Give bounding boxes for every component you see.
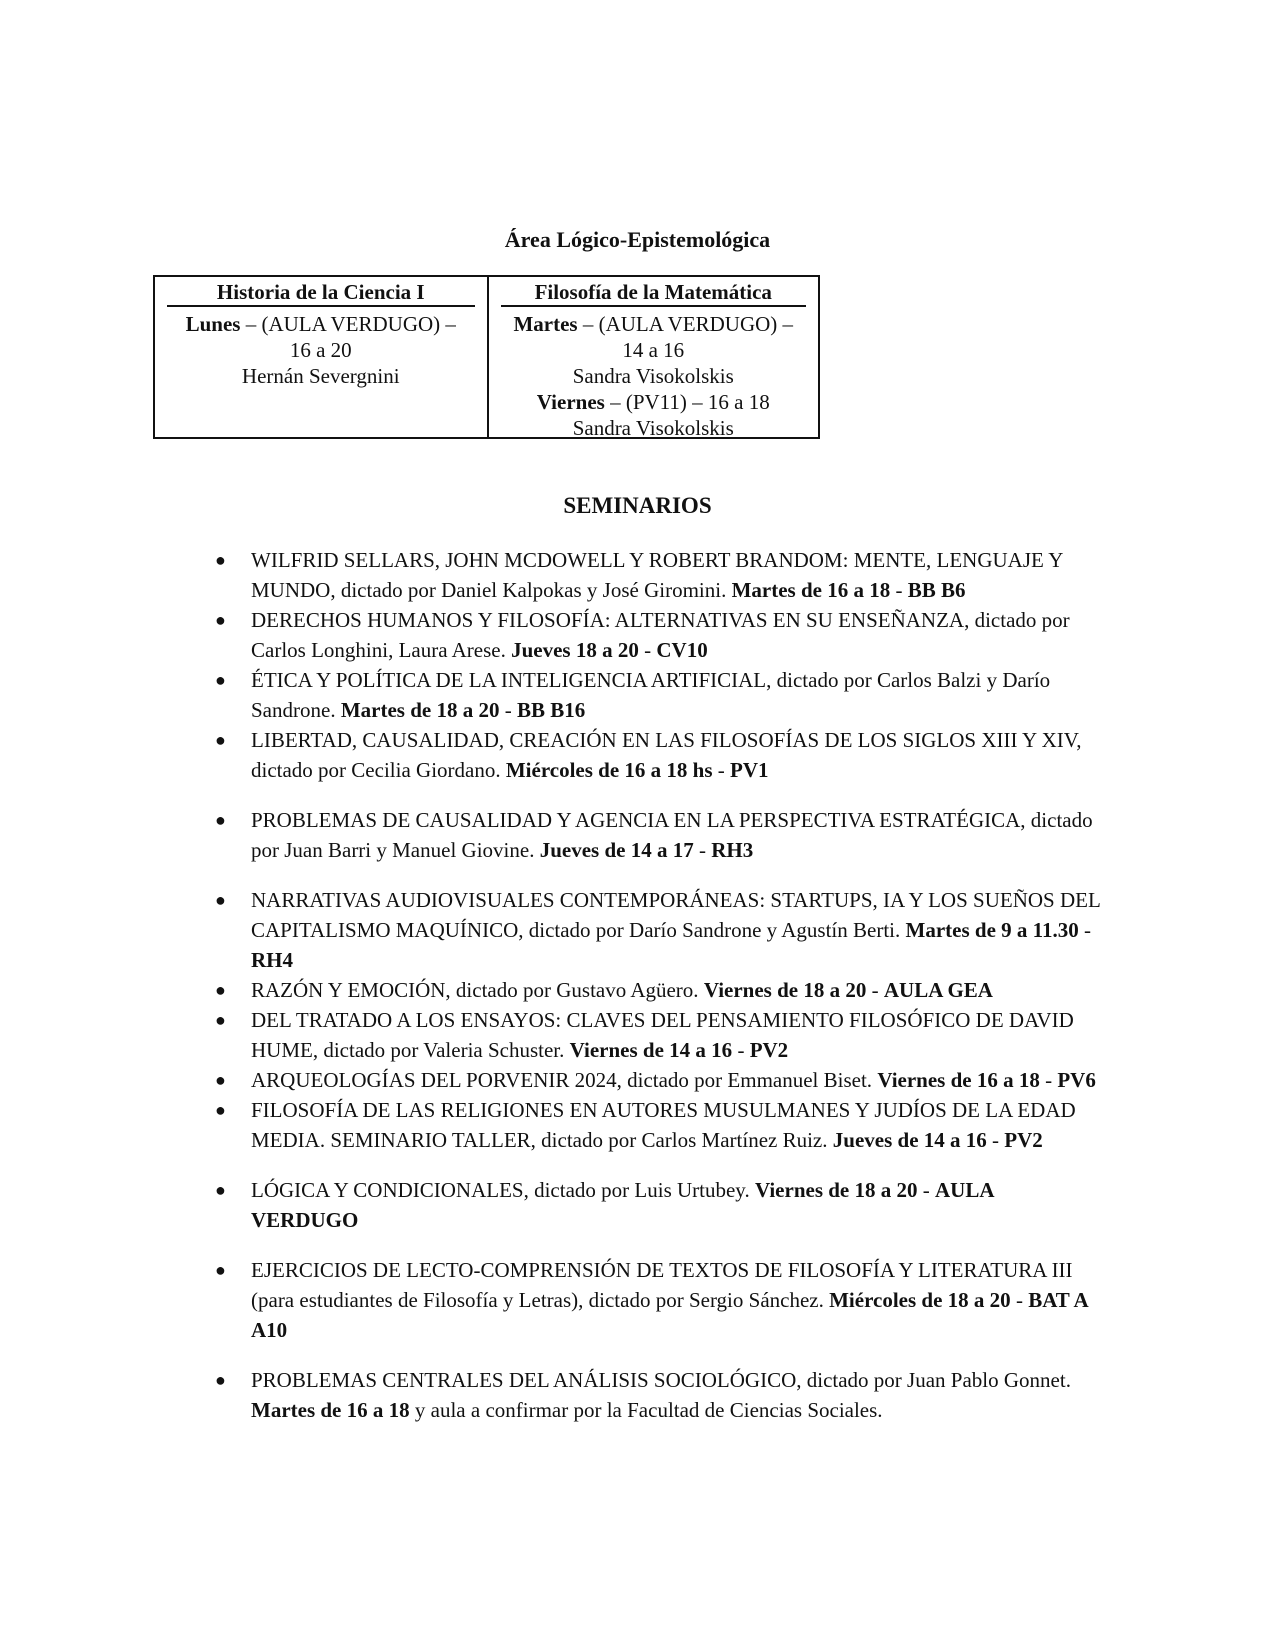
seminar-description: LÓGICA Y CONDICIONALES, dictado por Luis Urtubey.	[251, 1178, 755, 1202]
seminar-room: RH4	[251, 948, 293, 972]
seminar-room: BAT A A10	[251, 1288, 1088, 1342]
seminar-room: RH3	[711, 838, 754, 862]
seminar-room: PV2	[1004, 1128, 1043, 1152]
course-schedule-line	[165, 311, 477, 337]
course-detail: 16 a 20	[289, 338, 352, 362]
seminar-description: FILOSOFÍA DE LAS RELIGIONES EN AUTORES MUSULMANES Y JUDÍOS DE LA EDAD MEDIA. SEMINARIO TALLER, dictado por Carlos Martínez Ruiz.	[251, 1098, 1076, 1152]
seminar-separator: -	[866, 978, 884, 1002]
bullet-icon: ●	[215, 670, 226, 690]
seminar-schedule: Martes de 16 a 18	[731, 578, 891, 602]
seminar-schedule: Martes de 16 a 18	[251, 1398, 410, 1422]
course-schedule-line	[165, 363, 477, 389]
seminar-room: BB B16	[516, 698, 586, 722]
bullet-icon: ●	[215, 1370, 226, 1390]
bullet-icon: ●	[215, 890, 226, 910]
seminar-room: PV2	[749, 1038, 789, 1062]
course-schedule-line	[499, 415, 809, 441]
seminar-item	[215, 1005, 1105, 1065]
bullet-icon: ●	[215, 1180, 226, 1200]
seminar-schedule: Viernes de 16 a 18	[877, 1068, 1040, 1092]
seminar-room: AULA GEA	[883, 978, 993, 1002]
course-detail: – (AULA VERDUGO) –	[577, 312, 794, 336]
seminar-description: WILFRID SELLARS, JOHN MCDOWELL Y ROBERT BRANDOM: MENTE, LENGUAJE Y MUNDO, dictado por Daniel Kalpokas y José Giromini.	[251, 548, 1063, 602]
seminar-item	[215, 605, 1105, 665]
course-day: Viernes	[536, 390, 605, 414]
seminar-description: RAZÓN Y EMOCIÓN, dictado por Gustavo Agüero.	[251, 978, 704, 1002]
bullet-icon: ●	[215, 730, 226, 750]
seminar-description: PROBLEMAS DE CAUSALIDAD Y AGENCIA EN LA PERSPECTIVA ESTRATÉGICA, dictado por Juan Barri y Manuel Giovine.	[251, 808, 1093, 862]
course-title: Filosofía de la Matemática	[501, 279, 807, 307]
seminar-separator: -	[1078, 918, 1091, 942]
seminar-separator: -	[917, 1178, 935, 1202]
seminar-room: PV1	[730, 758, 769, 782]
seminar-description: DEL TRATADO A LOS ENSAYOS: CLAVES DEL PENSAMIENTO FILOSÓFICO DE DAVID HUME, dictado por Valeria Schuster.	[251, 1008, 1074, 1062]
seminar-schedule: Martes de 18 a 20	[340, 698, 500, 722]
seminar-schedule: Jueves de 14 a 17	[539, 838, 694, 862]
bullet-icon: ●	[215, 810, 226, 830]
bullet-icon: ●	[215, 610, 226, 630]
seminar-item	[215, 665, 1105, 725]
bullet-icon: ●	[215, 1070, 226, 1090]
course-title: Historia de la Ciencia I	[167, 279, 475, 307]
seminar-schedule: Martes de 9 a 11.30	[905, 918, 1079, 942]
seminar-list	[215, 545, 1105, 1425]
bullet-icon: ●	[215, 1010, 226, 1030]
seminar-schedule: Miércoles de 18 a 20	[829, 1288, 1011, 1312]
course-schedule	[499, 311, 809, 441]
seminar-separator: -	[732, 1038, 750, 1062]
seminar-room: CV10	[656, 638, 708, 662]
seminar-item	[215, 805, 1105, 865]
seminar-item	[215, 1065, 1105, 1095]
seminar-separator: -	[638, 638, 657, 662]
seminar-description: DERECHOS HUMANOS Y FILOSOFÍA: ALTERNATIVAS EN SU ENSEÑANZA, dictado por Carlos Longhini, Laura Arese.	[251, 608, 1070, 662]
bullet-icon: ●	[215, 980, 226, 1000]
course-column	[487, 277, 819, 440]
bullet-icon: ●	[215, 550, 226, 570]
seminar-description: LIBERTAD, CAUSALIDAD, CREACIÓN EN LAS FILOSOFÍAS DE LOS SIGLOS XIII Y XIV, dictado por Cecilia Giordano.	[251, 728, 1082, 782]
course-schedule	[165, 311, 477, 389]
course-detail: Sandra Visokolskis	[572, 416, 734, 440]
seminar-description: ÉTICA Y POLÍTICA DE LA INTELIGENCIA ARTIFICIAL, dictado por Carlos Balzi y Darío Sandrone.	[251, 668, 1051, 722]
seminar-separator: -	[712, 758, 731, 782]
seminar-item	[215, 725, 1105, 785]
seminar-room: BB B6	[907, 578, 966, 602]
course-schedule-line	[499, 363, 809, 389]
course-detail: Hernán Severgnini	[241, 364, 400, 388]
seminar-note: y aula a confirmar por la Facultad de Ciencias Sociales.	[409, 1398, 883, 1422]
course-detail: – (AULA VERDUGO) –	[240, 312, 456, 336]
seminar-separator: -	[986, 1128, 1005, 1152]
seminar-description: EJERCICIOS DE LECTO-COMPRENSIÓN DE TEXTOS DE FILOSOFÍA Y LITERATURA III (para estudiantes de Filosofía y Letras), dictado por Sergio Sánchez.	[251, 1258, 1073, 1312]
course-day: Lunes	[185, 312, 241, 336]
seminar-item	[215, 975, 1105, 1005]
seminar-separator: -	[1039, 1068, 1058, 1092]
seminar-separator: -	[693, 838, 712, 862]
course-day: Martes	[513, 312, 578, 336]
seminar-room: PV6	[1057, 1068, 1096, 1092]
seminar-item	[215, 1255, 1105, 1345]
course-detail: – (PV11) – 16 a 18	[604, 390, 770, 414]
seminar-schedule: Miércoles de 16 a 18 hs	[505, 758, 713, 782]
course-schedule-line	[165, 337, 477, 363]
seminar-item	[215, 1175, 1105, 1235]
seminar-item	[215, 885, 1105, 975]
bullet-icon: ●	[215, 1260, 226, 1280]
course-detail: 14 a 16	[622, 338, 685, 362]
seminar-schedule: Viernes de 14 a 16	[569, 1038, 733, 1062]
seminar-separator: -	[890, 578, 908, 602]
seminar-separator: -	[1010, 1288, 1029, 1312]
course-table	[153, 275, 820, 439]
seminar-schedule: Viernes de 18 a 20	[703, 978, 867, 1002]
course-detail: Sandra Visokolskis	[572, 364, 734, 388]
seminars-title: SEMINARIOS	[563, 493, 712, 518]
seminar-item	[215, 1365, 1105, 1425]
seminar-schedule: Jueves 18 a 20	[511, 638, 639, 662]
bullet-icon: ●	[215, 1100, 226, 1120]
seminar-schedule: Viernes de 18 a 20	[754, 1178, 918, 1202]
seminar-description: PROBLEMAS CENTRALES DEL ANÁLISIS SOCIOLÓGICO, dictado por Juan Pablo Gonnet.	[251, 1368, 1071, 1392]
seminar-room: AULA VERDUGO	[251, 1178, 994, 1232]
area-title: Área Lógico-Epistemológica	[504, 227, 771, 252]
course-schedule-line	[499, 311, 809, 337]
course-schedule-line	[499, 337, 809, 363]
seminar-item	[215, 1095, 1105, 1155]
seminar-description: ARQUEOLOGÍAS DEL PORVENIR 2024, dictado por Emmanuel Biset.	[251, 1068, 878, 1092]
course-column	[155, 277, 487, 437]
course-schedule-line	[499, 389, 809, 415]
seminar-item	[215, 545, 1105, 605]
seminar-schedule: Jueves de 14 a 16	[832, 1128, 987, 1152]
seminar-description: NARRATIVAS AUDIOVISUALES CONTEMPORÁNEAS: STARTUPS, IA Y LOS SUEÑOS DEL CAPITALISMO MAQUÍNICO, dictado por Darío Sandrone y Agustín Berti.	[251, 888, 1101, 942]
seminar-separator: -	[499, 698, 517, 722]
